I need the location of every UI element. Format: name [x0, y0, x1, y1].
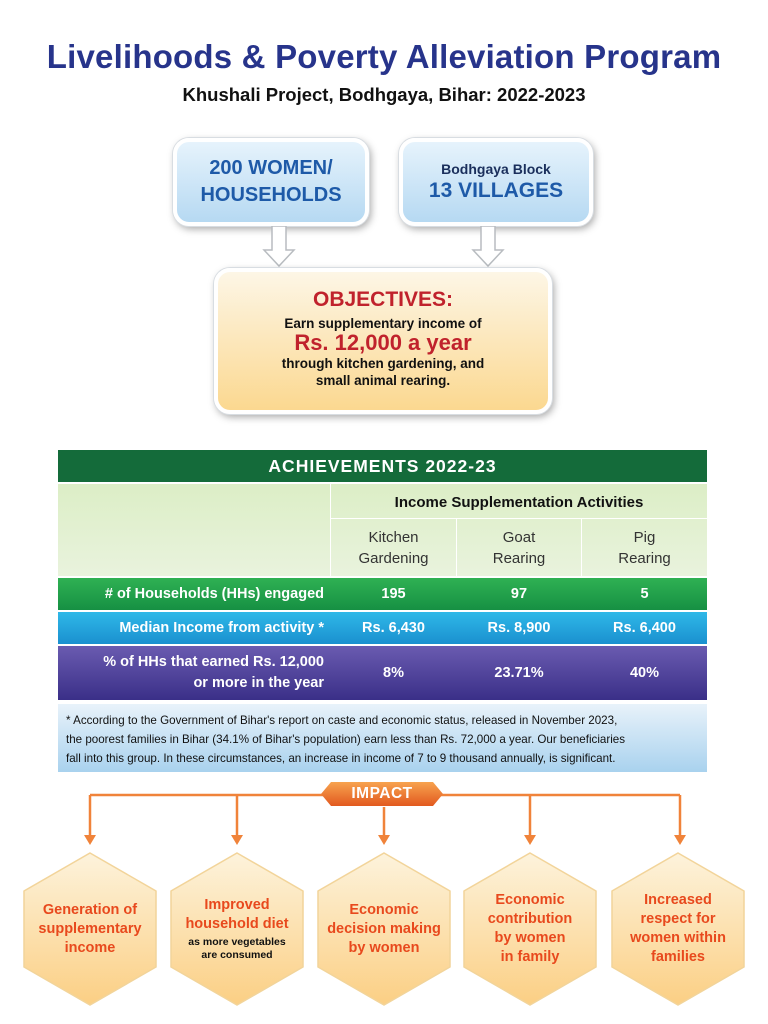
objectives-line-3: small animal rearing. [315, 373, 451, 388]
footnote-line: * According to the Government of Bihar's report on caste and economic status, released in November 2023, [66, 714, 618, 727]
row-label-percent-earned [58, 646, 330, 700]
page-title: Livelihoods & Poverty Alleviation Program [46, 38, 722, 75]
value-goat-households: 97 [510, 586, 528, 602]
connector-arrowhead [231, 835, 243, 845]
impact-item-income [21, 850, 159, 1008]
impact-line: respect for [640, 911, 716, 927]
column-header-line: Gardening [358, 550, 429, 567]
impact-line: families [651, 949, 705, 965]
header-divider [331, 518, 707, 519]
impact-line: Economic [349, 901, 419, 918]
block-label: Bodhgaya Block [441, 161, 551, 177]
row-label-line: % of HHs that earned Rs. 12,000 [103, 654, 324, 670]
impact-item-contribution [461, 850, 599, 1008]
impact-line: Generation of [42, 901, 138, 918]
connector-arrowhead [524, 835, 536, 845]
households-line-1: 200 WOMEN/ [209, 157, 333, 179]
column-header-pig-rearing [582, 520, 707, 576]
value-goat-percent: 23.71% [494, 665, 544, 681]
impact-label: IMPACT [351, 785, 413, 802]
page-subtitle: Khushali Project, Bodhgaya, Bihar: 2022-2023 [182, 84, 586, 105]
column-header-line: Rearing [618, 550, 671, 567]
impact-line: contribution [487, 911, 573, 927]
value-pig-income: Rs. 6,400 [613, 620, 676, 636]
connector-arrowhead [84, 835, 96, 845]
row-label-median-income: Median Income from activity * [119, 619, 324, 636]
impact-line: Economic [495, 892, 565, 908]
impact-line: women within [630, 930, 726, 946]
impact-line: supplementary [38, 920, 142, 937]
value-goat-income: Rs. 8,900 [487, 620, 551, 636]
objectives-heading: OBJECTIVES: [312, 288, 454, 311]
impact-line: by women [348, 939, 420, 956]
connector-arrowhead [378, 835, 390, 845]
impact-line: decision making [327, 920, 441, 937]
footnote-line: fall into this group. In these circumstances, an increase in income of 7 to 9 thousand annually, is significant. [66, 752, 616, 765]
column-header-goat-rearing [457, 520, 581, 576]
impact-line: by women [494, 930, 566, 946]
impact-item-diet [168, 850, 306, 1008]
column-header-line: Rearing [492, 550, 546, 567]
value-kitchen-percent: 8% [383, 665, 404, 681]
row-label-line: or more in the year [193, 675, 324, 691]
objectives-line-2: through kitchen gardening, and [281, 356, 485, 371]
achievements-title: ACHIEVEMENTS 2022-23 [58, 450, 707, 482]
households-box [173, 138, 369, 226]
row-label-households: # of Households (HHs) engaged [104, 585, 324, 602]
objectives-line-1: Earn supplementary income of [284, 316, 482, 331]
impact-note-line: are consumed [201, 949, 273, 961]
impact-item-decision-making [315, 850, 453, 1008]
value-pig-households: 5 [640, 586, 649, 602]
column-header-line: Kitchen [368, 529, 419, 546]
arrow-villages-to-objectives [471, 226, 505, 268]
footnote [58, 704, 707, 772]
villages-box [399, 138, 593, 226]
column-header-line: Pig [633, 529, 656, 546]
impact-line: in family [500, 949, 560, 965]
value-kitchen-income: Rs. 6,430 [362, 620, 425, 636]
value-pig-percent: 40% [629, 665, 660, 681]
villages-count: 13 VILLAGES [428, 179, 564, 202]
column-header-kitchen-gardening [331, 520, 456, 576]
impact-line: household diet [185, 916, 289, 932]
impact-line: income [64, 939, 116, 956]
impact-item-respect [609, 850, 747, 1008]
arrow-households-to-objectives [262, 226, 296, 268]
impact-line: Improved [204, 897, 270, 913]
objectives-box [214, 268, 552, 414]
footnote-line: the poorest families in Bihar (34.1% of Bihar's population) earn less than Rs. 72,000 a year. Our beneficiaries [66, 733, 626, 746]
households-line-2: HOUSEHOLDS [200, 184, 342, 206]
value-kitchen-households: 195 [381, 586, 406, 602]
income-activities-header: Income Supplementation Activities [394, 493, 644, 511]
column-header-line: Goat [502, 529, 536, 546]
connector-arrowhead [674, 835, 686, 845]
impact-line: Increased [644, 892, 712, 908]
objectives-amount: Rs. 12,000 a year [294, 330, 472, 355]
impact-note [188, 936, 285, 962]
impact-note-line: as more vegetables [188, 936, 286, 948]
